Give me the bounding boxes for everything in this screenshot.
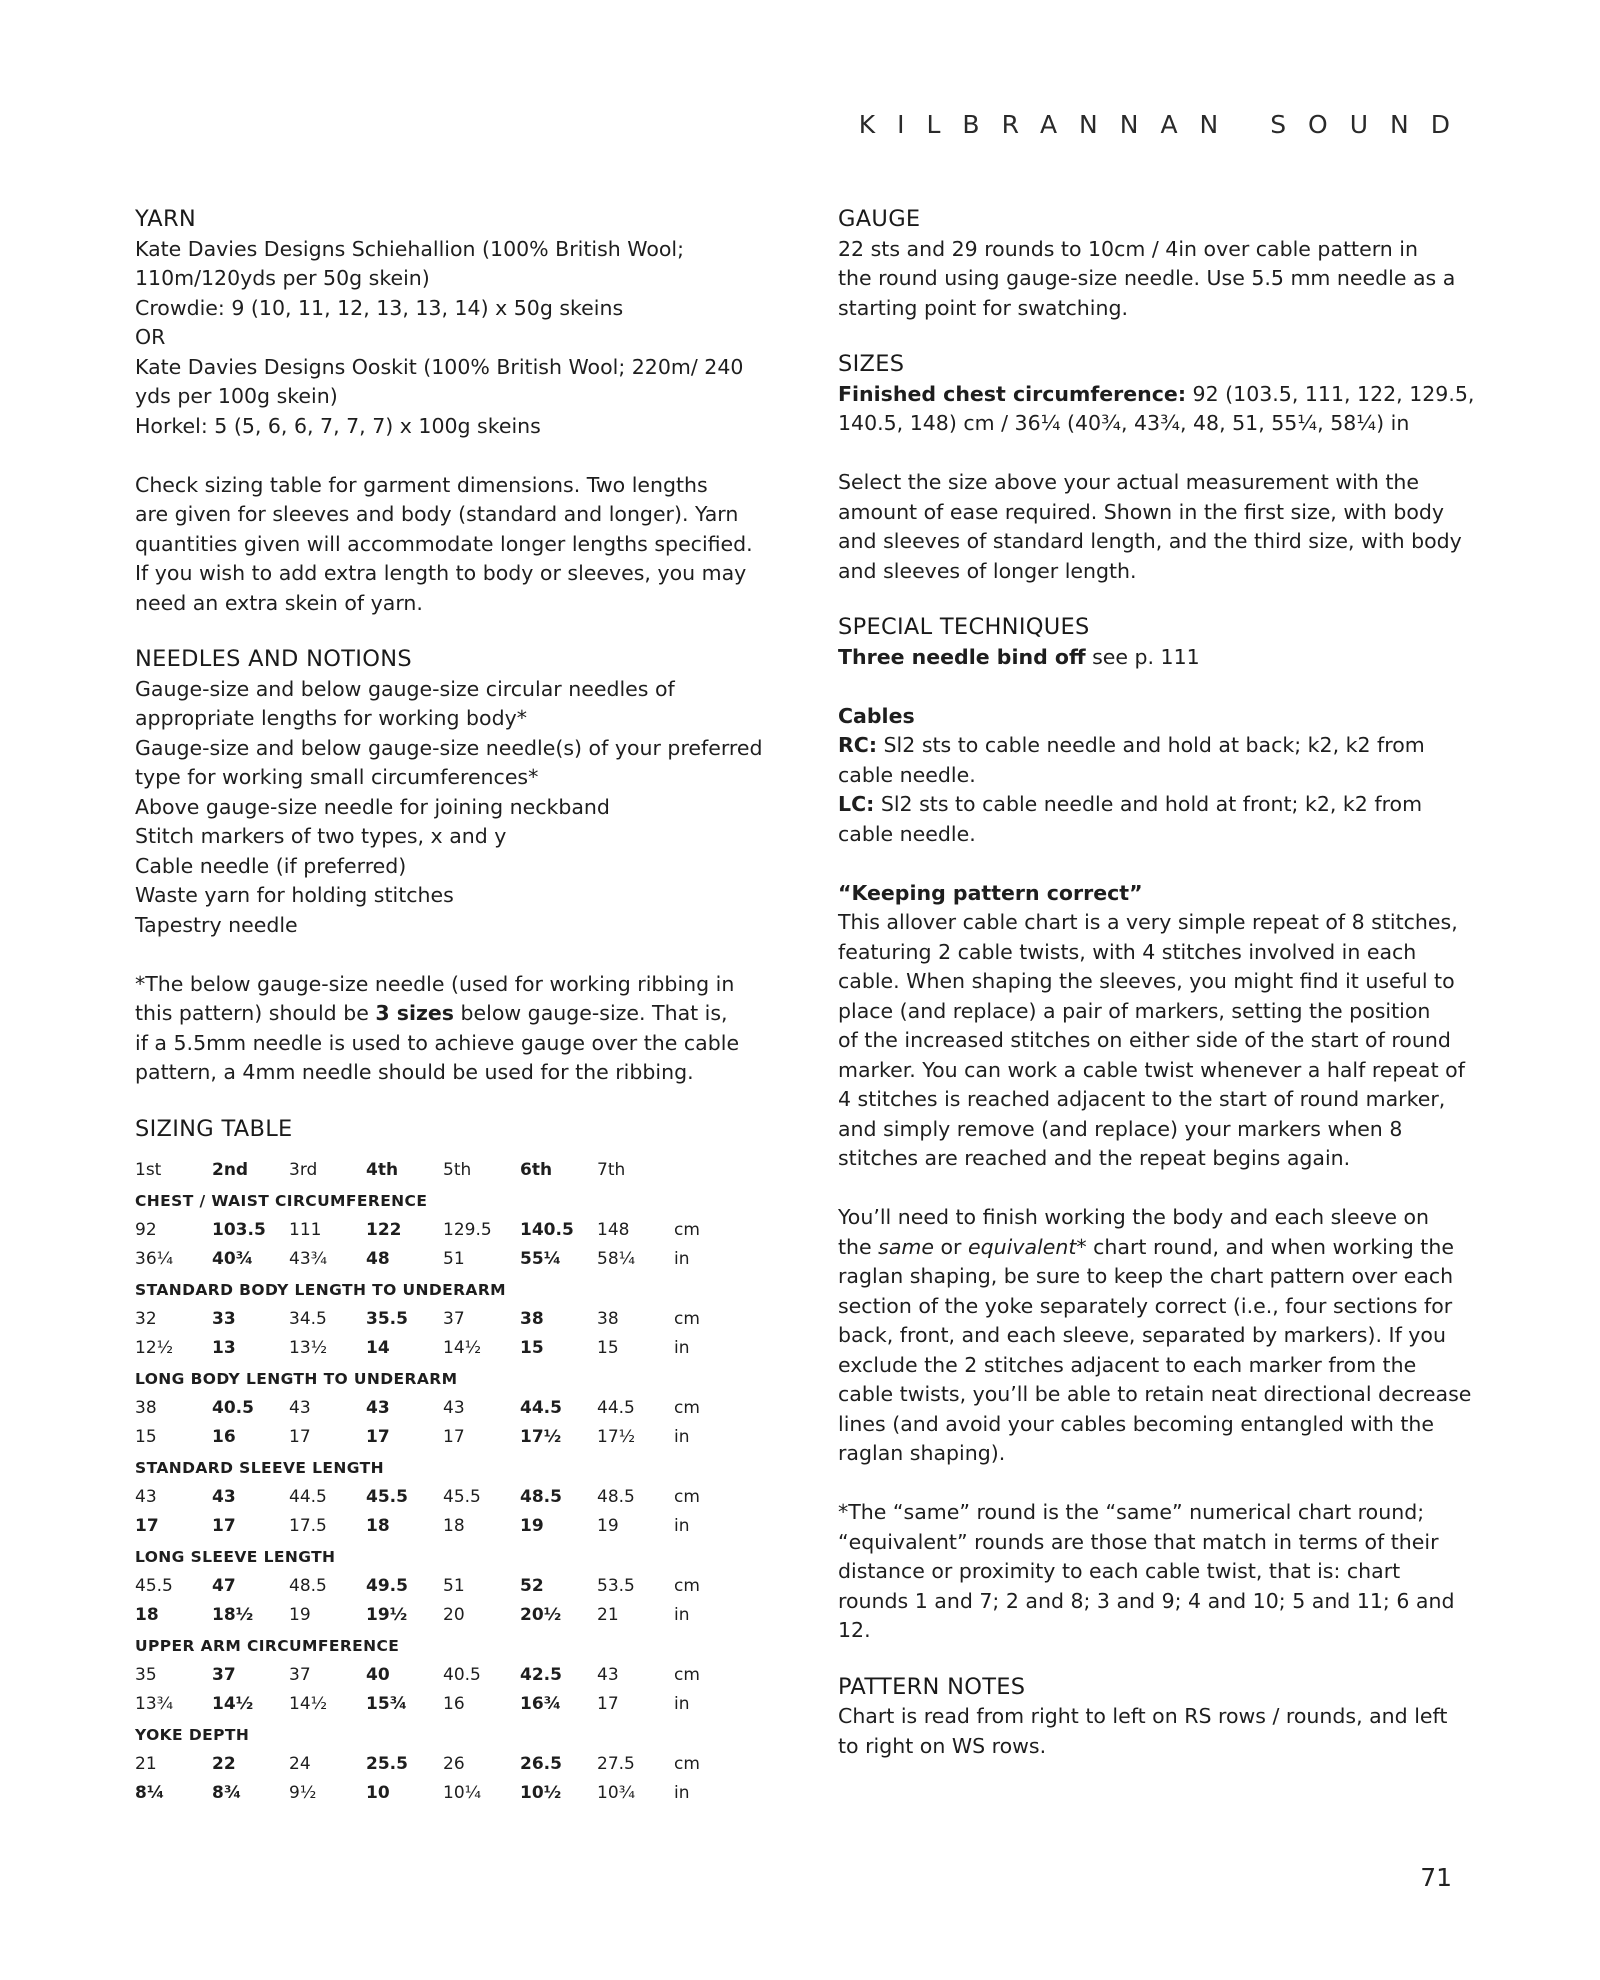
sizing-section-title: LONG SLEEVE LENGTH — [135, 1547, 336, 1566]
sizes-label: Finished chest circumference: — [838, 381, 1187, 406]
sizing-table-row — [135, 1394, 775, 1424]
sizing-unit: in — [674, 1338, 690, 1358]
sizing-cell: 19½ — [366, 1605, 408, 1625]
sizing-unit: cm — [674, 1308, 700, 1329]
sizing-cell: 55¼ — [520, 1249, 562, 1269]
sizing-cell: 36¼ — [135, 1249, 174, 1269]
yarn-line: 110m/120yds per 50g skein) — [135, 266, 430, 290]
sizing-cell: 26.5 — [520, 1753, 562, 1774]
sizing-cell: 37 — [443, 1308, 465, 1329]
sizing-table-row — [135, 1423, 775, 1453]
sizing-cell: 44.5 — [520, 1397, 562, 1418]
sizing-cell: 40¾ — [212, 1249, 254, 1269]
sizing-table-row — [135, 1216, 775, 1246]
keeping-line: This allover cable chart is a very simple repeat of 8 stitches, — [838, 910, 1458, 934]
sizing-cell: 13½ — [289, 1338, 328, 1358]
sizing-cell: 48.5 — [520, 1486, 562, 1507]
sizes-para-line: and sleeves of longer length. — [838, 558, 1137, 583]
sizing-table-row — [135, 1779, 775, 1809]
sizing-cell: 43 — [212, 1486, 236, 1507]
needles-section — [135, 645, 775, 1088]
needles-line: type for working small circumferences* — [135, 765, 539, 789]
keeping-line: cable. When shaping the sleeves, you might find it useful to — [838, 969, 1455, 993]
sizing-table-row — [135, 1690, 775, 1720]
gauge-heading: GAUGE — [838, 206, 921, 232]
sizing-cell: 20½ — [520, 1605, 562, 1625]
size-column-header: 1st — [135, 1160, 162, 1180]
needle-note-line: *The below gauge-size needle (used for working ribbing in — [135, 971, 735, 996]
special-techniques-heading: SPECIAL TECHNIQUES — [838, 614, 1090, 640]
sizing-section-title: YOKE DEPTH — [135, 1725, 250, 1744]
sizing-cell: 43 — [289, 1397, 311, 1418]
sizing-cell: 37 — [212, 1664, 236, 1685]
sizing-unit: cm — [674, 1397, 700, 1418]
rc-line: RC: Sl2 sts to cable needle and hold at back; k2, k2 from — [838, 733, 1425, 757]
sizing-cell: 38 — [597, 1308, 619, 1329]
sizing-unit: cm — [674, 1753, 700, 1774]
sizing-cell: 27.5 — [597, 1753, 635, 1774]
sizing-table-row — [135, 1601, 775, 1631]
needle-note-line: this pattern) should be 3 sizes below gauge-size. That is, — [135, 1001, 728, 1025]
sizing-cell: 148 — [597, 1219, 630, 1240]
yarn-line: Crowdie: 9 (10, 11, 12, 13, 13, 14) x 50g skeins — [135, 295, 624, 320]
three-needle-label: Three needle bind off — [838, 644, 1086, 669]
sizing-unit: in — [674, 1783, 690, 1803]
sizing-unit: in — [674, 1605, 690, 1625]
sizing-cell: 14½ — [443, 1338, 482, 1358]
finish-line: You’ll need to finish working the body and each sleeve on — [838, 1205, 1430, 1229]
same-note-line: “equivalent” rounds are those that match in terms of their — [838, 1529, 1439, 1554]
sizing-cell: 40 — [366, 1664, 390, 1685]
sizing-cell: 34.5 — [289, 1308, 327, 1329]
sizing-cell: 26 — [443, 1753, 465, 1774]
needles-line: Tapestry needle — [135, 912, 298, 937]
yarn-para-line: are given for sleeves and body (standard and longer). Yarn — [135, 502, 739, 526]
sizing-section-title: UPPER ARM CIRCUMFERENCE — [135, 1636, 400, 1655]
sizing-cell: 17.5 — [289, 1516, 327, 1536]
needles-line: Gauge-size and below gauge-size circular needles of — [135, 676, 675, 701]
pattern-notes-heading: PATTERN NOTES — [838, 1673, 1026, 1700]
sizing-cell: 44.5 — [597, 1397, 635, 1418]
sizing-cell: 35.5 — [366, 1308, 408, 1329]
sizing-cell: 15¾ — [366, 1694, 408, 1714]
sizing-table — [135, 1156, 775, 1809]
size-column-header: 7th — [597, 1160, 626, 1180]
sizing-cell: 43¾ — [289, 1249, 328, 1269]
sizes-heading: SIZES — [838, 351, 905, 377]
same-note-line: rounds 1 and 7; 2 and 8; 3 and 9; 4 and 10; 5 and 11; 6 and — [838, 1588, 1455, 1613]
sizing-cell: 49.5 — [366, 1575, 408, 1596]
sizing-cell: 37 — [289, 1664, 311, 1685]
sizing-cell: 17 — [597, 1694, 619, 1714]
sizes-para-line: and sleeves of standard length, and the third size, with body — [838, 529, 1462, 553]
sizing-cell: 47 — [212, 1575, 236, 1596]
size-column-header: 6th — [520, 1160, 553, 1180]
sizing-cell: 18 — [135, 1605, 159, 1625]
sizing-cell: 20 — [443, 1605, 465, 1625]
yarn-para-line: need an extra skein of yarn. — [135, 590, 423, 615]
pattern-notes-line: to right on WS rows. — [838, 1733, 1047, 1758]
sizing-unit: in — [674, 1694, 690, 1714]
sizing-table-row — [135, 1750, 775, 1780]
rc-line: cable needle. — [838, 762, 976, 787]
sizing-section-title: STANDARD SLEEVE LENGTH — [135, 1458, 384, 1477]
sizing-cell: 140.5 — [520, 1219, 574, 1240]
sizing-cell: 18 — [366, 1516, 390, 1536]
right-column — [838, 205, 1478, 1761]
needle-note-line: if a 5.5mm needle is used to achieve gauge over the cable — [135, 1030, 740, 1055]
needles-line: Above gauge-size needle for joining neckband — [135, 794, 610, 819]
sizing-cell: 43 — [135, 1486, 157, 1507]
page-number: 71 — [1420, 1863, 1452, 1892]
sizing-cell: 45.5 — [135, 1575, 173, 1596]
sizing-cell: 38 — [135, 1397, 157, 1418]
needles-line: Gauge-size and below gauge-size needle(s) of your preferred — [135, 735, 763, 760]
sizing-cell: 40.5 — [443, 1664, 481, 1685]
sizing-cell: 10¾ — [597, 1783, 636, 1803]
size-column-header: 4th — [366, 1160, 399, 1180]
needles-line: Stitch markers of two types, x and y — [135, 824, 507, 848]
sizing-table-row — [135, 1245, 775, 1275]
sizing-cell: 52 — [520, 1575, 544, 1596]
keeping-line: featuring 2 cable twists, with 4 stitches involved in each — [838, 939, 1417, 964]
keeping-line: of the increased stitches on either side of the start of round — [838, 1028, 1451, 1052]
sizes-line: 140.5, 148) cm / 36¼ (40¾, 43¾, 48, 51, 55¼, 58¼) in — [838, 411, 1410, 435]
keeping-line: stitches are reached and the repeat begins again. — [838, 1146, 1351, 1170]
finish-line: lines (and avoid your cables becoming entangled with the — [838, 1411, 1435, 1436]
size-column-header: 5th — [443, 1160, 472, 1180]
yarn-para-line: quantities given will accommodate longer lengths specified. — [135, 531, 753, 556]
same-note-line: 12. — [838, 1618, 871, 1642]
sizing-cell: 15 — [135, 1427, 157, 1447]
sizing-cell: 33 — [212, 1308, 236, 1329]
sizing-cell: 129.5 — [443, 1219, 492, 1240]
sizing-cell: 48.5 — [597, 1486, 635, 1507]
sizing-section-title: CHEST / WAIST CIRCUMFERENCE — [135, 1191, 428, 1210]
yarn-para-line: If you wish to add extra length to body or sleeves, you may — [135, 561, 747, 585]
sizing-cell: 43 — [597, 1664, 619, 1685]
needles-line: Waste yarn for holding stitches — [135, 883, 454, 907]
size-column-header: 3rd — [289, 1160, 318, 1180]
sizing-cell: 16 — [443, 1694, 465, 1714]
sizing-unit: cm — [674, 1486, 700, 1507]
finish-line: back, front, and each sleeve, separated by markers). If you — [838, 1323, 1446, 1347]
sizing-cell: 15 — [520, 1338, 544, 1358]
yarn-line: yds per 100g skein) — [135, 384, 338, 408]
sizing-cell: 13¾ — [135, 1694, 174, 1714]
same-note-line: *The “same” round is the “same” numerical chart round; — [838, 1500, 1425, 1524]
same-italic: same — [878, 1234, 934, 1259]
sizing-cell: 17 — [366, 1427, 390, 1447]
sizing-cell: 18½ — [212, 1605, 254, 1625]
finish-line: the same or equivalent* chart round, and when working the — [838, 1234, 1454, 1259]
needles-line: Cable needle (if preferred) — [135, 853, 407, 878]
sizing-cell: 58¼ — [597, 1249, 636, 1269]
sizing-section-title: STANDARD BODY LENGTH TO UNDERARM — [135, 1280, 506, 1299]
pattern-notes-line: Chart is read from right to left on RS rows / rounds, and left — [838, 1704, 1448, 1728]
sizing-unit: in — [674, 1516, 690, 1536]
sizing-cell: 21 — [135, 1753, 157, 1774]
yarn-line: Kate Davies Designs Ooskit (100% British Wool; 220m/ 240 — [135, 354, 744, 379]
sizing-cell: 51 — [443, 1249, 465, 1269]
sizes-section — [838, 350, 1478, 586]
sizing-cell: 22 — [212, 1753, 236, 1774]
sizing-cell: 17 — [443, 1427, 465, 1447]
sizing-unit: in — [674, 1249, 690, 1269]
finish-line: section of the yoke separately correct (i.e., four sections for — [838, 1293, 1453, 1318]
keeping-line: place (and replace) a pair of markers, setting the position — [838, 998, 1431, 1023]
sizing-table-row — [135, 1334, 775, 1364]
special-techniques-section — [838, 613, 1478, 1646]
sizing-cell: 10¼ — [443, 1783, 482, 1803]
sizing-table-row — [135, 1305, 775, 1335]
sizing-unit: cm — [674, 1219, 700, 1240]
sizing-unit: cm — [674, 1575, 700, 1596]
sizing-cell: 10 — [366, 1783, 390, 1803]
needles-line: appropriate lengths for working body* — [135, 706, 527, 730]
equivalent-italic: equivalent — [968, 1234, 1077, 1259]
sizing-unit: in — [674, 1427, 690, 1447]
sizing-cell: 17 — [289, 1427, 311, 1447]
size-column-header: 2nd — [212, 1160, 249, 1180]
yarn-heading: YARN — [135, 206, 197, 232]
sizing-cell: 40.5 — [212, 1397, 254, 1418]
yarn-line: Horkel: 5 (5, 6, 6, 7, 7, 7) x 100g skeins — [135, 413, 541, 438]
finish-line: cable twists, you’ll be able to retain neat directional decrease — [838, 1382, 1472, 1406]
sizing-cell: 8¾ — [212, 1783, 242, 1803]
sizing-section-title: LONG BODY LENGTH TO UNDERARM — [135, 1369, 458, 1388]
sizes-line: Finished chest circumference: 92 (103.5, 111, 122, 129.5, — [838, 381, 1475, 406]
sizing-cell: 13 — [212, 1338, 236, 1358]
sizing-cell: 15 — [597, 1338, 619, 1358]
sizing-cell: 45.5 — [443, 1486, 481, 1507]
three-needle-line: Three needle bind off see p. 111 — [838, 644, 1200, 669]
keeping-line: and simply remove (and replace) your markers when 8 — [838, 1116, 1403, 1141]
sizing-cell: 45.5 — [366, 1486, 408, 1507]
sizing-cell: 53.5 — [597, 1575, 635, 1596]
sizing-cell: 43 — [443, 1397, 465, 1418]
sizing-cell: 38 — [520, 1308, 544, 1329]
needle-note-line: pattern, a 4mm needle should be used for the ribbing. — [135, 1060, 694, 1084]
sizing-cell: 14½ — [289, 1694, 328, 1714]
yarn-line: Kate Davies Designs Schiehallion (100% British Wool; — [135, 236, 685, 261]
sizing-table-row — [135, 1512, 775, 1542]
sizing-cell: 12½ — [135, 1338, 174, 1358]
pattern-notes-section — [838, 1673, 1478, 1762]
sizing-cell: 17 — [135, 1516, 159, 1536]
sizing-cell: 14 — [366, 1338, 390, 1358]
gauge-line: 22 sts and 29 rounds to 10cm / 4in over cable pattern in — [838, 236, 1418, 261]
gauge-line: the round using gauge-size needle. Use 5.5 mm needle as a — [838, 266, 1456, 290]
sizing-cell: 8¼ — [135, 1783, 165, 1803]
sizing-cell: 51 — [443, 1575, 465, 1596]
keeping-line: marker. You can work a cable twist whenever a half repeat of — [838, 1057, 1465, 1082]
sizing-cell: 25.5 — [366, 1753, 408, 1774]
sizing-table-header-row — [135, 1156, 775, 1186]
sizing-cell: 16 — [212, 1427, 236, 1447]
lc-label: LC: — [838, 792, 875, 816]
sizes-para-line: Select the size above your actual measurement with the — [838, 470, 1419, 494]
sizing-table-section — [135, 1115, 775, 1809]
sizing-unit: cm — [674, 1664, 700, 1685]
sizing-cell: 14½ — [212, 1694, 254, 1714]
finish-line: raglan shaping, be sure to keep the chart pattern over each — [838, 1264, 1454, 1288]
lc-line: LC: Sl2 sts to cable needle and hold at front; k2, k2 from — [838, 792, 1423, 816]
sizing-cell: 122 — [366, 1219, 402, 1240]
gauge-line: starting point for swatching. — [838, 295, 1128, 320]
sizing-cell: 18 — [443, 1516, 465, 1536]
needle-note-bold: 3 sizes — [375, 1001, 455, 1025]
keeping-line: 4 stitches is reached adjacent to the start of round marker, — [838, 1087, 1446, 1111]
yarn-para-line: Check sizing table for garment dimensions. Two lengths — [135, 472, 708, 497]
sizing-cell: 42.5 — [520, 1664, 562, 1685]
rc-label: RC: — [838, 733, 878, 757]
sizing-cell: 10½ — [520, 1783, 562, 1803]
sizing-cell: 17½ — [597, 1427, 636, 1447]
finish-line: exclude the 2 stitches adjacent to each marker from the — [838, 1352, 1417, 1377]
sizing-table-row — [135, 1483, 775, 1513]
sizing-cell: 44.5 — [289, 1486, 327, 1507]
keeping-pattern-heading: “Keeping pattern correct” — [838, 880, 1143, 905]
sizing-cell: 17 — [212, 1516, 236, 1536]
finish-line: raglan shaping). — [838, 1441, 1006, 1465]
sizing-cell: 24 — [289, 1753, 311, 1774]
left-column — [135, 205, 775, 1809]
sizing-cell: 19 — [597, 1516, 619, 1536]
needles-heading: NEEDLES AND NOTIONS — [135, 646, 412, 672]
sizing-cell: 35 — [135, 1664, 157, 1685]
sizing-table-row — [135, 1572, 775, 1602]
page-header-title: KILBRANNAN SOUND — [858, 110, 1472, 139]
gauge-section — [838, 205, 1478, 323]
sizing-cell: 103.5 — [212, 1219, 266, 1240]
sizing-table-heading: SIZING TABLE — [135, 1115, 293, 1142]
sizing-cell: 32 — [135, 1308, 157, 1329]
sizing-cell: 48 — [366, 1249, 390, 1269]
sizing-cell: 21 — [597, 1605, 619, 1625]
sizing-cell: 111 — [289, 1219, 322, 1240]
cables-heading: Cables — [838, 703, 915, 728]
sizing-cell: 19 — [520, 1516, 544, 1536]
sizing-cell: 43 — [366, 1397, 390, 1418]
yarn-line: OR — [135, 325, 166, 349]
sizing-cell: 48.5 — [289, 1575, 327, 1596]
lc-line: cable needle. — [838, 821, 976, 846]
yarn-section — [135, 205, 775, 618]
sizing-cell: 92 — [135, 1219, 157, 1240]
sizing-cell: 9½ — [289, 1783, 317, 1803]
sizing-table-row — [135, 1661, 775, 1691]
sizing-cell: 17½ — [520, 1427, 562, 1447]
sizes-para-line: amount of ease required. Shown in the first size, with body — [838, 499, 1445, 524]
sizing-cell: 19 — [289, 1605, 311, 1625]
same-note-line: distance or proximity to each cable twist, that is: chart — [838, 1559, 1401, 1583]
sizing-cell: 16¾ — [520, 1694, 562, 1714]
